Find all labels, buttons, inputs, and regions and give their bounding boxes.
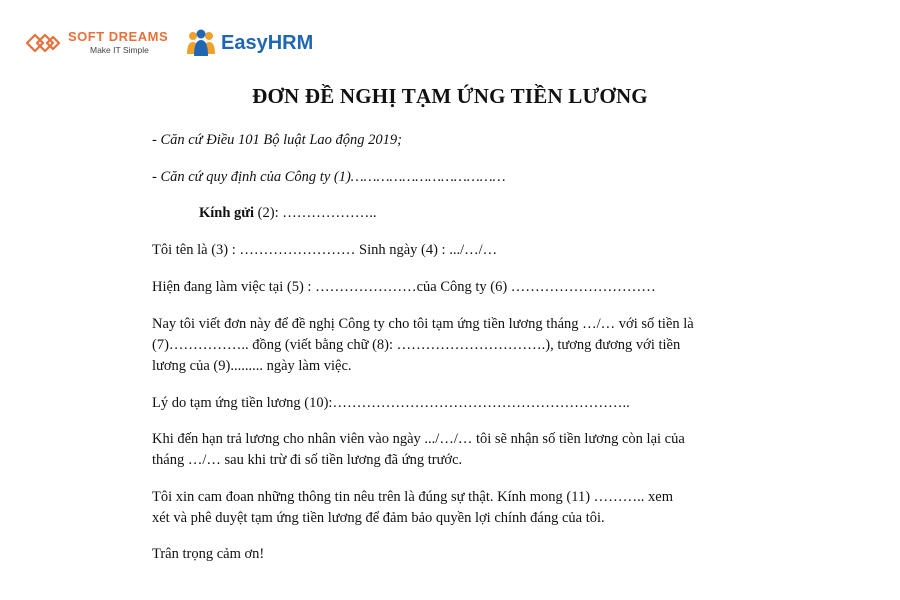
commitment-paragraph [152,487,752,529]
payday-paragraph [152,429,752,471]
commitment-line: Tôi xin cam đoan những thông tin nêu trên là đúng sự thật. Kính mong (11) ……….. xem [152,489,673,505]
legal-basis-line: - Căn cứ Điều 101 Bộ luật Lao động 2019; [152,132,402,148]
soft-dreams-mark-icon [24,28,64,58]
employee-name-line: Tôi tên là (3) : …………………… Sinh ngày (4) : .../…/… [152,242,498,258]
workplace-line: Hiện đang làm việc tại (5) : …………………của Công ty (6) ………………………… [152,279,656,295]
header-logos [24,26,344,62]
recipient-label: Kính gửi [199,205,255,221]
reason-line: Lý do tạm ứng tiền lương (10):…………………………………………………….. [152,395,630,411]
commitment-line: xét và phê duyệt tạm ứng tiền lương để đảm bảo quyền lợi chính đáng của tôi. [152,510,605,526]
soft-dreams-tagline: Make IT Simple [90,45,149,55]
request-line: lương của (9)......... ngày làm việc. [152,358,352,374]
soft-dreams-logo [24,26,184,62]
easyhrm-people-icon [184,28,218,58]
request-paragraph [152,314,752,377]
document-title: ĐƠN ĐỀ NGHỊ TẠM ỨNG TIỀN LƯƠNG [252,84,648,108]
request-line: Nay tôi viết đơn này để đề nghị Công ty cho tôi tạm ứng tiền lương tháng …/… với số tiền là [152,316,694,332]
company-regulation-line: - Căn cứ quy định của Công ty (1)……………………………… [152,169,506,185]
easyhrm-name: EasyHRM [221,32,314,54]
payday-line: tháng …/… sau khi trừ đi số tiền lương đã ứng trước. [152,452,463,468]
recipient-line [199,203,376,224]
soft-dreams-name: SOFT DREAMS [68,29,169,44]
request-line: (7)…………….. đồng (viết bằng chữ (8): ………………………….), tương đương với tiền [152,337,681,353]
closing-line: Trân trọng cảm ơn! [152,546,265,562]
recipient-value: (2): ……………….. [254,205,377,221]
easyhrm-logo [184,26,344,62]
payday-line: Khi đến hạn trả lương cho nhân viên vào ngày .../…/… tôi sẽ nhận số tiền lương còn lại của [152,431,685,447]
